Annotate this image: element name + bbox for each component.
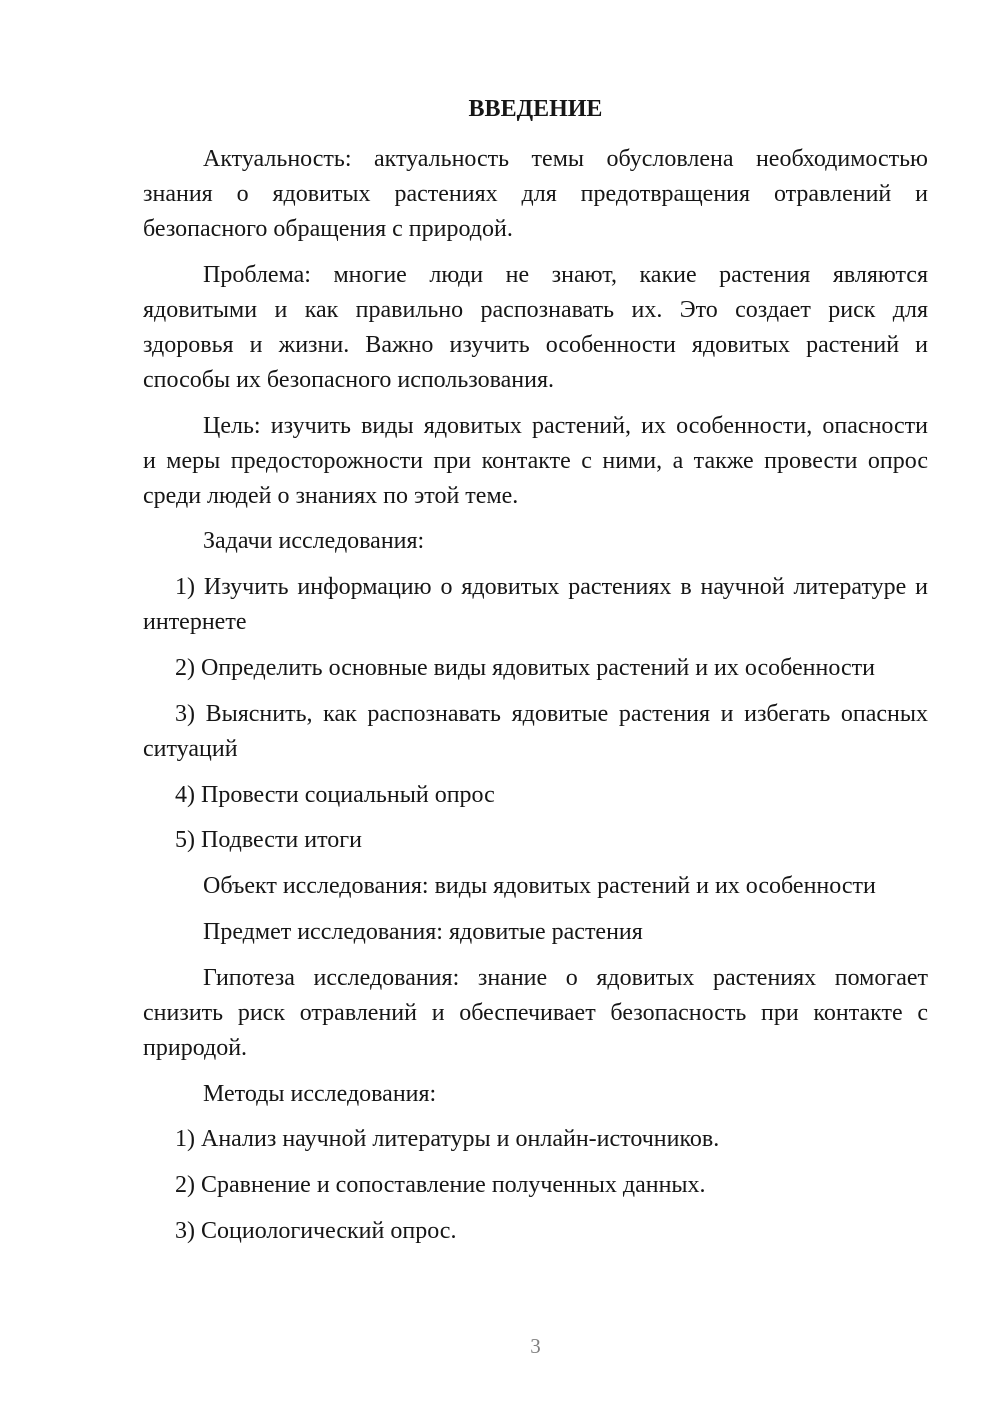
paragraph-line: безопасного обращения с природой.: [143, 216, 513, 242]
page-number: 3: [530, 1334, 541, 1358]
paragraph-subject: [143, 915, 928, 950]
paragraph-line: Задачи исследования:: [203, 528, 425, 555]
paragraph-object: [143, 869, 928, 904]
paragraph-line: Гипотеза исследования: знание о ядовитых растениях помогает: [203, 964, 928, 991]
paragraph-problem: [143, 258, 928, 398]
task-item-4: [143, 778, 928, 813]
paragraph-hypothesis: [143, 961, 928, 1066]
list-item-line: интернете: [143, 609, 247, 636]
methods-heading: [143, 1077, 928, 1112]
list-item-line: 4) Провести социальный опрос: [175, 781, 495, 808]
paragraph-line: здоровья и жизни. Важно изучить особенности ядовитых растений и: [143, 331, 928, 358]
task-item-3: [143, 697, 928, 767]
paragraph-line: способы их безопасного использования.: [143, 366, 555, 393]
list-item-line: 5) Подвести итоги: [175, 827, 362, 854]
method-item-3: [143, 1214, 928, 1249]
paragraph-line: Предмет исследования: ядовитые растения: [203, 918, 643, 945]
paragraph-line: Цель: изучить виды ядовитых растений, их особенности, опасности: [203, 412, 928, 439]
list-item-line: 2) Определить основные виды ядовитых растений и их особенности: [175, 654, 875, 681]
list-item-line: ситуаций: [143, 735, 238, 762]
tasks-heading: [143, 524, 928, 559]
paragraph-line: и меры предосторожности при контакте с ними, а также провести опрос: [143, 447, 928, 474]
paragraph-line: природой.: [143, 1034, 248, 1061]
method-item-2: [143, 1168, 928, 1203]
paragraph-line: Методы исследования:: [203, 1080, 437, 1107]
method-item-1: [143, 1122, 928, 1157]
task-item-5: [143, 823, 928, 858]
paragraph-line: Актуальность: актуальность темы обусловлена необходимостью: [203, 146, 928, 172]
paragraph-line: Объект исследования: виды ядовитых растений и их особенности: [203, 873, 876, 900]
section-title: ВВЕДЕНИЕ: [468, 96, 603, 122]
paragraph-goal: [143, 409, 928, 514]
task-item-1: [143, 570, 928, 640]
list-item-line: 2) Сравнение и сопоставление полученных данных.: [175, 1172, 706, 1199]
paragraph-relevance: [143, 142, 928, 247]
page-content: [143, 92, 928, 1260]
task-item-2: [143, 651, 928, 686]
list-item-line: 3) Выяснить, как распознавать ядовитые растения и избегать опасных: [175, 700, 928, 727]
list-item-line: 1) Изучить информацию о ядовитых растениях в научной литературе и: [175, 574, 928, 601]
list-item-line: 3) Социологический опрос.: [175, 1217, 457, 1244]
paragraph-line: снизить риск отравлений и обеспечивает безопасность при контакте с: [143, 999, 928, 1026]
paragraph-line: ядовитыми и как правильно распознавать их. Это создает риск для: [143, 296, 928, 323]
list-item-line: 1) Анализ научной литературы и онлайн-источников.: [175, 1126, 720, 1153]
paragraph-line: среди людей о знаниях по этой теме.: [143, 482, 519, 509]
paragraph-line: знания о ядовитых растениях для предотвращения отравлений и: [143, 181, 928, 207]
paragraph-line: Проблема: многие люди не знают, какие растения являются: [203, 261, 928, 288]
